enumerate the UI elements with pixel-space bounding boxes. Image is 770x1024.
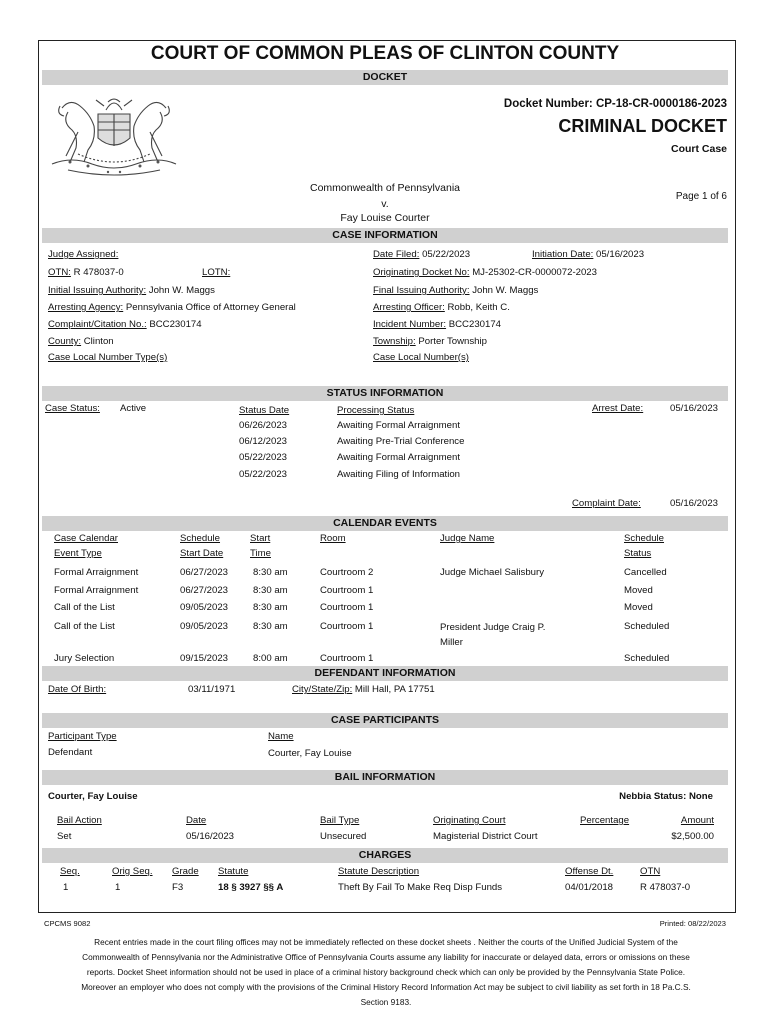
- calendar-row-room: Courtroom 1: [320, 602, 374, 613]
- charges-header-offense-dt: Offense Dt.: [565, 866, 614, 877]
- case-local-numbers-label: Case Local Number(s): [373, 352, 469, 363]
- calendar-row-event: Formal Arraignment: [54, 585, 139, 596]
- calendar-header-room: Room: [320, 533, 346, 544]
- court-case-label: Court Case: [670, 143, 727, 155]
- initiation-date: Initiation Date: 05/16/2023: [532, 249, 645, 260]
- charge-row-orig-seq: 1: [115, 882, 121, 893]
- caption-line-3: Fay Louise Courter: [340, 212, 430, 224]
- charges-header-statute: Statute: [218, 866, 249, 877]
- calendar-row-date: 06/27/2023: [180, 585, 229, 596]
- charges-header-grade: Grade: [172, 866, 199, 877]
- charge-row-statute: 18 § 3927 §§ A: [218, 882, 284, 893]
- calendar-row-date: 09/05/2023: [180, 602, 229, 613]
- docket-type: CRIMINAL DOCKET: [558, 116, 727, 136]
- case-information-bar: CASE INFORMATION: [42, 228, 728, 243]
- case-status-label: Case Status:: [45, 403, 100, 414]
- bail-row-date: 05/16/2023: [186, 831, 235, 842]
- charges-header-seq: Seq.: [60, 866, 80, 877]
- calendar-row-status: Scheduled: [624, 621, 670, 632]
- participant-name-header: Name: [268, 731, 294, 742]
- charge-row-grade: F3: [172, 882, 184, 893]
- calendar-header-time-1: Start: [250, 533, 271, 544]
- bail-information-bar: BAIL INFORMATION: [42, 770, 728, 785]
- originating-docket: Originating Docket No: MJ-25302-CR-0000072-2023: [373, 267, 597, 278]
- calendar-row-time: 8:30 am: [253, 585, 288, 596]
- calendar-row-judge-cont: Miller: [440, 637, 463, 648]
- participant-name-value: Courter, Fay Louise: [268, 748, 352, 759]
- calendar-row-time: 8:00 am: [253, 653, 288, 664]
- status-information-bar: STATUS INFORMATION: [42, 386, 728, 401]
- caption-line-1: Commonwealth of Pennsylvania: [310, 182, 460, 194]
- charges-header-orig-seq: Orig Seq.: [112, 866, 153, 877]
- incident-number: Incident Number: BCC230174: [373, 319, 502, 330]
- bail-header-type: Bail Type: [320, 815, 360, 826]
- calendar-row-time: 8:30 am: [253, 602, 288, 613]
- bail-row-action: Set: [57, 831, 72, 842]
- complaint-date-label: Complaint Date:: [572, 498, 641, 509]
- complaint-citation-no: Complaint/Citation No.: BCC230174: [48, 319, 202, 330]
- bail-header-action: Bail Action: [57, 815, 102, 826]
- charges-header-otn: OTN: [640, 866, 661, 877]
- charge-row-otn: R 478037-0: [640, 882, 691, 893]
- calendar-header-judge: Judge Name: [440, 533, 495, 544]
- calendar-row-date: 09/05/2023: [180, 621, 229, 632]
- calendar-row-event: Jury Selection: [54, 653, 115, 664]
- case-local-number-type-label: Case Local Number Type(s): [48, 352, 168, 363]
- calendar-row-room: Courtroom 2: [320, 567, 374, 578]
- docket-number: Docket Number: CP-18-CR-0000186-2023: [503, 98, 727, 110]
- calendar-row-status: Moved: [624, 602, 653, 613]
- calendar-row-event: Call of the List: [54, 602, 115, 613]
- calendar-row-time: 8:30 am: [253, 621, 288, 632]
- form-code: CPCMS 9082: [44, 919, 91, 928]
- calendar-events-bar: CALENDAR EVENTS: [42, 516, 728, 531]
- case-participants-bar: CASE PARTICIPANTS: [42, 713, 728, 728]
- bail-header-amount: Amount: [680, 815, 714, 826]
- calendar-row-date: 06/27/2023: [180, 567, 229, 578]
- bail-header-date: Date: [186, 815, 207, 826]
- calendar-header-status-1: Schedule: [624, 533, 665, 544]
- calendar-row-status: Cancelled: [624, 567, 667, 578]
- lotn-label: LOTN:: [202, 267, 231, 278]
- county: County: Clinton: [48, 336, 114, 347]
- calendar-header-date-2: Start Date: [180, 548, 224, 559]
- final-issuing-authority: Final Issuing Authority: John W. Maggs: [373, 285, 539, 296]
- case-status-value: Active: [120, 403, 147, 414]
- calendar-row-status: Moved: [624, 585, 653, 596]
- calendar-row-time: 8:30 am: [253, 567, 288, 578]
- status-row-status: Awaiting Filing of Information: [337, 469, 461, 480]
- status-row-status: Awaiting Formal Arraignment: [337, 420, 460, 431]
- calendar-header-event-1: Case Calendar: [54, 533, 118, 544]
- complaint-date-value: 05/16/2023: [669, 498, 718, 509]
- township: Township: Porter Township: [373, 336, 487, 347]
- otn: OTN: R 478037-0: [48, 267, 124, 278]
- page-info: Page 1 of 6: [675, 191, 727, 202]
- status-row-date: 05/22/2023: [239, 452, 288, 463]
- court-title: COURT OF COMMON PLEAS OF CLINTON COUNTY: [150, 43, 620, 64]
- bail-header-court: Originating Court: [433, 815, 506, 826]
- arresting-agency: Arresting Agency: Pennsylvania Office of Attorney General: [48, 302, 296, 313]
- calendar-row-room: Courtroom 1: [320, 621, 374, 632]
- participant-type-header: Participant Type: [48, 731, 117, 742]
- dob-value: 03/11/1971: [188, 684, 236, 695]
- printed-date: Printed: 08/22/2023: [659, 919, 726, 928]
- calendar-row-status: Scheduled: [624, 653, 670, 664]
- bail-row-type: Unsecured: [320, 831, 367, 842]
- status-row-date: 06/26/2023: [239, 420, 288, 431]
- charge-row-description: Theft By Fail To Make Req Disp Funds: [338, 882, 503, 893]
- calendar-row-event: Call of the List: [54, 621, 115, 632]
- dob-label: Date Of Birth:: [48, 684, 107, 695]
- calendar-row-date: 09/15/2023: [180, 653, 229, 664]
- defendant-information-bar: DEFENDANT INFORMATION: [42, 666, 728, 681]
- judge-assigned-label: Judge Assigned:: [48, 249, 119, 260]
- processing-status-header: Processing Status: [337, 405, 415, 416]
- calendar-header-event-2: Event Type: [54, 548, 102, 559]
- calendar-row-event: Formal Arraignment: [54, 567, 139, 578]
- charge-row-offense-dt: 04/01/2018: [565, 882, 614, 893]
- calendar-header-date-1: Schedule: [180, 533, 221, 544]
- bail-party-name: Courter, Fay Louise: [48, 791, 138, 802]
- charges-header-description: Statute Description: [338, 866, 420, 877]
- status-row-status: Awaiting Pre-Trial Conference: [337, 436, 465, 447]
- status-row-status: Awaiting Formal Arraignment: [337, 452, 460, 463]
- charge-row-seq: 1: [63, 882, 69, 893]
- docket-bar: DOCKET: [42, 70, 728, 85]
- calendar-row-judge: Judge Michael Salisbury: [440, 567, 544, 578]
- bail-header-percentage: Percentage: [580, 815, 630, 826]
- status-row-date: 05/22/2023: [239, 469, 288, 480]
- calendar-row-judge: President Judge Craig P.: [440, 622, 546, 633]
- calendar-header-status-2: Status: [624, 548, 652, 559]
- charges-bar: CHARGES: [42, 848, 728, 863]
- arresting-officer: Arresting Officer: Robb, Keith C.: [373, 302, 510, 313]
- bail-row-amount: $2,500.00: [671, 831, 714, 842]
- disclaimer: Recent entries made in the court filing offices may not be immediately reflected on these docket sheets . Neither the courts of the Unified Judicial System of the Commonwealth of Pennsylvania nor the Administrative Office of Pennsylvania Courts assume any liability for inaccurate or delayed data, errors or omissions on these reports. Docket Sheet information should not be used in place of a criminal history background check which can only be provided by the Pennsylvania State Police. Moreover an employer who does not comply with the provisions of the Criminal History Record Information Act may be subject to civil liability as set forth in 18 Pa.C.S. Section 9183.: [81, 937, 691, 1007]
- date-filed: Date Filed: 05/22/2023: [373, 249, 471, 260]
- bail-row-court: Magisterial District Court: [433, 831, 538, 842]
- calendar-header-time-2: Time: [250, 548, 271, 559]
- nebbia-status: Nebbia Status: None: [619, 791, 713, 802]
- pennsylvania-seal-icon: [48, 92, 180, 178]
- status-date-header: Status Date: [239, 405, 290, 416]
- arrest-date-label: Arrest Date:: [592, 403, 644, 414]
- city-state-zip: City/State/Zip: Mill Hall, PA 17751: [292, 684, 435, 695]
- calendar-row-room: Courtroom 1: [320, 585, 374, 596]
- caption-line-2: v.: [381, 198, 389, 210]
- arrest-date-value: 05/16/2023: [669, 403, 718, 414]
- status-row-date: 06/12/2023: [239, 436, 288, 447]
- calendar-row-room: Courtroom 1: [320, 653, 374, 664]
- initial-issuing-authority: Initial Issuing Authority: John W. Maggs: [48, 285, 215, 296]
- participant-type-value: Defendant: [48, 747, 93, 758]
